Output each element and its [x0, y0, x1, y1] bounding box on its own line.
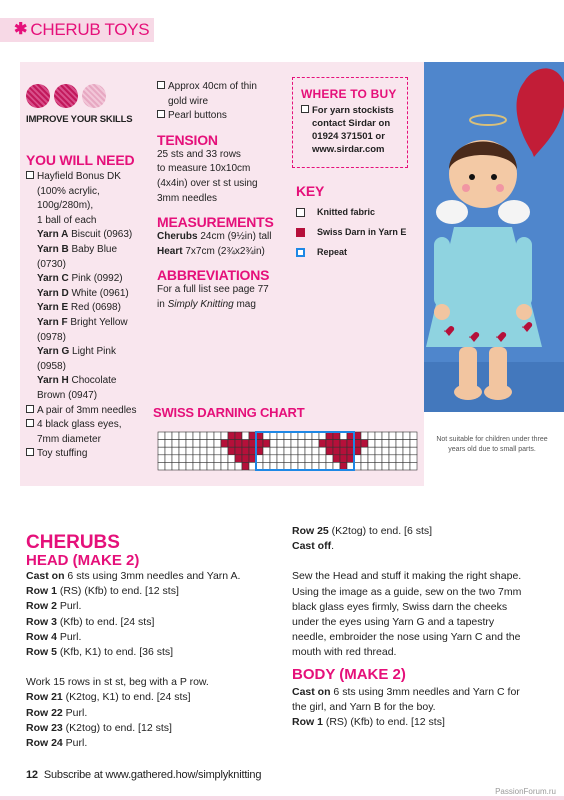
chart-cell: [305, 447, 312, 455]
chart-cell: [347, 462, 354, 470]
cherub-doll-photo: [424, 62, 564, 486]
chart-cell-darn: [228, 432, 235, 440]
chart-cell: [193, 447, 200, 455]
chart-heading: SWISS DARNING CHART: [153, 405, 305, 420]
chart-cell: [284, 447, 291, 455]
chart-cell-darn: [242, 462, 249, 470]
chart-cell: [207, 432, 214, 440]
chart-cell: [179, 462, 186, 470]
pattern-row: Row 22 Purl.: [26, 706, 88, 719]
chart-cell-darn: [340, 455, 347, 463]
chart-cell-darn: [340, 462, 347, 470]
watermark: PassionForum.ru: [495, 787, 556, 796]
chart-cell: [403, 432, 410, 440]
chart-cell: [319, 455, 326, 463]
pattern-row: Row 3 (Kfb) to end. [24 sts]: [26, 615, 155, 628]
chart-cell-darn: [319, 440, 326, 448]
chart-cell: [396, 440, 403, 448]
chart-cell: [410, 440, 417, 448]
chart-cell-darn: [354, 447, 361, 455]
chart-cell: [326, 455, 333, 463]
chart-cell: [186, 462, 193, 470]
chart-cell: [270, 455, 277, 463]
chart-cell-darn: [333, 455, 340, 463]
swiss-darning-chart: [157, 431, 419, 471]
chart-cell: [284, 462, 291, 470]
head-instructions: [26, 569, 276, 751]
checkbox-icon: [26, 405, 34, 413]
pattern-row: Row 23 (K2tog) to end. [12 sts]: [26, 721, 172, 734]
chart-cell: [179, 455, 186, 463]
chart-cell-darn: [326, 440, 333, 448]
chart-cell: [165, 447, 172, 455]
chart-cell: [375, 455, 382, 463]
chart-cell: [410, 447, 417, 455]
chart-cell: [396, 432, 403, 440]
chart-cell: [333, 462, 340, 470]
chart-cell: [256, 462, 263, 470]
chart-cell: [214, 447, 221, 455]
chart-cell: [165, 455, 172, 463]
key-heading: KEY: [296, 183, 325, 199]
pattern-row: Work 15 rows in st st, beg with a P row.: [26, 676, 209, 689]
chart-cell: [263, 462, 270, 470]
chart-cell: [207, 455, 214, 463]
chart-cell: [291, 447, 298, 455]
chart-cell: [389, 462, 396, 470]
chart-cell: [165, 432, 172, 440]
chart-cell: [403, 462, 410, 470]
chart-cell: [291, 455, 298, 463]
pattern-row: [292, 554, 542, 569]
section-title: CHERUB TOYS: [30, 20, 150, 39]
section-header-tab: [0, 18, 154, 42]
skill-label: IMPROVE YOUR SKILLS: [26, 114, 133, 125]
chart-cell: [368, 440, 375, 448]
chart-cell: [361, 447, 368, 455]
chart-cell: [277, 447, 284, 455]
chart-cell: [298, 447, 305, 455]
chart-cell: [193, 440, 200, 448]
chart-cell: [319, 432, 326, 440]
skill-level: [26, 84, 132, 125]
checkbox-icon: [157, 81, 165, 89]
chart-cell-darn: [347, 440, 354, 448]
pattern-row: the girl, and Yarn B for the boy.: [292, 700, 436, 713]
pattern-row: Row 1 (RS) (Kfb) to end. [12 sts]: [292, 716, 445, 729]
chart-cell: [410, 455, 417, 463]
sirdar-link[interactable]: www.sirdar.com: [312, 144, 385, 155]
chart-cell: [312, 447, 319, 455]
chart-cell: [270, 462, 277, 470]
yarn-item: Yarn C Pink (0992): [37, 273, 123, 285]
pattern-row: Row 21 (K2tog, K1) to end. [24 sts]: [26, 691, 191, 704]
chart-cell: [375, 447, 382, 455]
chart-cell-darn: [326, 432, 333, 440]
abbreviations-heading: ABBREVIATIONS: [157, 267, 270, 284]
pattern-row: Cast off.: [292, 540, 335, 553]
chart-cell: [305, 440, 312, 448]
tension-heading: TENSION: [157, 131, 218, 148]
chart-cell-darn: [333, 447, 340, 455]
where-to-buy-heading: WHERE TO BUY: [301, 87, 397, 101]
subscribe-text: Subscribe at www.gathered.how/simplyknitting: [43, 769, 262, 781]
chart-cell: [158, 455, 165, 463]
page-footer: [26, 769, 261, 781]
chart-cell: [270, 440, 277, 448]
chart-cell: [242, 432, 249, 440]
chart-cell-darn: [256, 432, 263, 440]
pattern-row: Row 24 Purl.: [26, 737, 88, 750]
chart-cell-darn: [347, 455, 354, 463]
chart-cell: [193, 462, 200, 470]
chart-cell: [186, 440, 193, 448]
chart-cell: [172, 455, 179, 463]
chart-cell: [165, 440, 172, 448]
chart-cell: [277, 455, 284, 463]
chart-cell: [312, 455, 319, 463]
chart-cell: [354, 455, 361, 463]
chart-cell-darn: [263, 440, 270, 448]
yarn-item: (0958): [37, 360, 66, 372]
chart-cell: [179, 447, 186, 455]
chart-cell: [305, 455, 312, 463]
chart-cell: [312, 462, 319, 470]
chart-cell-darn: [221, 440, 228, 448]
checkbox-icon: [301, 105, 309, 113]
chart-cell: [270, 447, 277, 455]
chart-cell: [403, 440, 410, 448]
chart-cell: [396, 447, 403, 455]
chart-cell: [207, 447, 214, 455]
chart-cell: [228, 455, 235, 463]
chart-cell: [368, 447, 375, 455]
checkbox-icon: [26, 448, 34, 456]
chart-cell-darn: [354, 440, 361, 448]
chart-cell: [249, 462, 256, 470]
chart-cell: [361, 462, 368, 470]
chart-cell: [312, 440, 319, 448]
chart-cell: [200, 447, 207, 455]
chart-cell-darn: [326, 447, 333, 455]
measurements-heading: MEASUREMENTS: [157, 214, 274, 231]
chart-cell: [284, 432, 291, 440]
chart-cell: [186, 432, 193, 440]
chart-cell: [200, 440, 207, 448]
chart-cell: [403, 455, 410, 463]
chart-cell: [354, 462, 361, 470]
chart-cell: [284, 455, 291, 463]
pattern-row: [26, 660, 276, 675]
pattern-row: Row 25 (K2tog) to end. [6 sts]: [292, 525, 433, 537]
chart-cell: [214, 440, 221, 448]
chart-cell-darn: [249, 440, 256, 448]
chart-cell: [221, 455, 228, 463]
chart-cell: [389, 432, 396, 440]
chart-cell: [179, 440, 186, 448]
chart-cell: [158, 440, 165, 448]
chart-cell: [389, 440, 396, 448]
chart-cell-darn: [228, 447, 235, 455]
chart-cell: [361, 455, 368, 463]
chart-cell: [305, 462, 312, 470]
head-heading: HEAD (MAKE 2): [26, 552, 140, 569]
chart-cell: [403, 447, 410, 455]
pattern-row: Sew the Head and stuff it making the right shape.: [292, 570, 522, 583]
chart-cell: [410, 432, 417, 440]
chart-cell: [200, 462, 207, 470]
asterisk-icon: ✱: [14, 21, 28, 38]
chart-cell-darn: [242, 440, 249, 448]
pattern-row: Cast on 6 sts using 3mm needles and Yarn A.: [26, 570, 241, 582]
chart-cell: [263, 455, 270, 463]
chart-cell: [158, 432, 165, 440]
pattern-row: under the eyes using Yarn G and a tapestry: [292, 616, 495, 629]
chart-cell: [410, 462, 417, 470]
chart-cell: [214, 462, 221, 470]
chart-cell: [298, 455, 305, 463]
chart-cell: [396, 455, 403, 463]
chart-cell: [207, 462, 214, 470]
chart-cell: [291, 462, 298, 470]
chart-cell: [319, 447, 326, 455]
chart-cell: [172, 440, 179, 448]
page-number: 12: [26, 769, 38, 781]
chart-cell: [389, 447, 396, 455]
chart-cell: [235, 462, 242, 470]
chart-cell: [382, 462, 389, 470]
chart-cell-darn: [347, 447, 354, 455]
chart-cell: [228, 462, 235, 470]
chart-cell: [389, 455, 396, 463]
pattern-row: Using the image as a guide, sew on the two 7mm: [292, 585, 522, 598]
chart-cell-darn: [340, 447, 347, 455]
chart-cell: [158, 462, 165, 470]
footer-bar: [0, 796, 564, 800]
chart-cell-darn: [361, 440, 368, 448]
chart-cell-darn: [228, 440, 235, 448]
chart-cell-darn: [235, 455, 242, 463]
chart-cell: [214, 432, 221, 440]
pattern-row: needle, embroider the nose using Yarn C and the: [292, 631, 521, 644]
chart-cell: [214, 455, 221, 463]
pattern-row: Row 4 Purl.: [26, 630, 82, 643]
chart-cell: [256, 455, 263, 463]
chart-cell-darn: [333, 440, 340, 448]
pattern-row: mouth with red thread.: [292, 646, 397, 659]
chart-cell: [368, 432, 375, 440]
where-to-buy-box: WHERE TO BUY For yarn stockists contact Sirdar on 01924 371501 or www.sirdar.com: [292, 77, 408, 168]
chart-cell: [221, 462, 228, 470]
chart-cell: [172, 432, 179, 440]
chart-cell: [221, 447, 228, 455]
chart-cell-darn: [256, 447, 263, 455]
pattern-row: black glass eyes firmly, Swiss darn the cheeks: [292, 600, 508, 613]
chart-cell-darn: [242, 447, 249, 455]
chart-cell: [193, 432, 200, 440]
yarn-item: (0730): [37, 258, 66, 270]
chart-cell: [340, 432, 347, 440]
checkbox-icon: [26, 419, 34, 427]
chart-cell-darn: [242, 455, 249, 463]
chart-cell: [172, 462, 179, 470]
body-heading: BODY (MAKE 2): [292, 665, 406, 683]
chart-cell-darn: [235, 447, 242, 455]
yarn-ball-icon: [54, 84, 78, 108]
chart-cell: [319, 462, 326, 470]
chart-cell: [277, 432, 284, 440]
yarn-item: Yarn F Bright Yellow: [37, 316, 128, 328]
chart-cell: [200, 432, 207, 440]
chart-cell: [298, 462, 305, 470]
materials-list: YOU WILL NEED Hayfield Bonus DK (100% acrylic, 100g/280m), 1 ball of each Yarn A Biscuit (0963) Yarn B Baby Blue (0730) Yarn C Pink (0992) Yarn D White (0961) Yarn E Red (0698) Yarn F Bright Yellow (0978) Yarn G Light Pink (0958) Yarn H Chocolate Brown (0947) A pair of 3mm needles 4 black glass eyes, 7mm diameter Toy stuffing: [26, 152, 150, 462]
chart-cell-darn: [347, 432, 354, 440]
chart-cell: [263, 447, 270, 455]
chart-cell: [291, 432, 298, 440]
yarn-item: Brown (0947): [37, 389, 98, 401]
yarn-item: Yarn A Biscuit (0963): [37, 229, 133, 241]
chart-cell: [221, 432, 228, 440]
chart-cell: [186, 455, 193, 463]
chart-cell: [382, 455, 389, 463]
cherubs-heading: CHERUBS: [26, 532, 120, 553]
chart-cell: [396, 462, 403, 470]
chart-cell-darn: [256, 440, 263, 448]
chart-cell: [291, 440, 298, 448]
chart-cell: [193, 455, 200, 463]
chart-cell-darn: [235, 440, 242, 448]
chart-cell: [382, 440, 389, 448]
yarn-item: Yarn B Baby Blue: [37, 243, 118, 255]
chart-cell: [326, 462, 333, 470]
chart-cell: [277, 440, 284, 448]
pattern-right-column: [292, 524, 542, 730]
yarn-item: Yarn E Red (0698): [37, 302, 121, 314]
pattern-row: Row 2 Purl.: [26, 600, 82, 613]
chart-cell: [312, 432, 319, 440]
chart-cell: [375, 462, 382, 470]
chart-key: KEY Knitted fabric Swiss Darn in Yarn E Repeat: [296, 183, 407, 257]
repeat-swatch: [296, 248, 305, 257]
chart-cell: [172, 447, 179, 455]
chart-cell: [179, 432, 186, 440]
yarn-item: Yarn D White (0961): [37, 287, 129, 299]
chart-cell: [361, 432, 368, 440]
chart-cell-darn: [235, 432, 242, 440]
yarn-ball-icon: [82, 84, 106, 108]
chart-cell: [305, 432, 312, 440]
you-will-need-heading: YOU WILL NEED: [26, 152, 135, 168]
chart-cell: [298, 432, 305, 440]
chart-cell: [375, 432, 382, 440]
chart-cell: [270, 432, 277, 440]
details-column: Approx 40cm of thin gold wire Pearl buttons TENSION 25 sts and 33 rows to measure 10x10cm (4x4in) over st st using 3mm needles MEASUREMENTS Cherubs 24cm (9½in) tall Heart 7x7cm (2¾x2¾in) ABBREVIATIONS For a full list see page 77 in Simply Knitting mag: [157, 80, 287, 313]
chart-cell-darn: [249, 455, 256, 463]
chart-cell-darn: [249, 432, 256, 440]
checkbox-icon: [26, 171, 34, 179]
chart-cell: [368, 455, 375, 463]
chart-cell: [158, 447, 165, 455]
pattern-row: Row 1 (RS) (Kfb) to end. [12 sts]: [26, 585, 179, 598]
checkbox-icon: [157, 110, 165, 118]
chart-cell: [277, 462, 284, 470]
chart-cell-darn: [340, 440, 347, 448]
chart-cell: [165, 462, 172, 470]
chart-cell: [284, 440, 291, 448]
chart-cell: [375, 440, 382, 448]
chart-cell: [298, 440, 305, 448]
chart-cell: [382, 447, 389, 455]
yarn-item: Yarn H Chocolate: [37, 375, 117, 387]
chart-cell-darn: [354, 432, 361, 440]
yarn-item: Yarn G Light Pink: [37, 346, 116, 358]
pattern-row: Cast on 6 sts using 3mm needles and Yarn C for: [292, 685, 520, 698]
yarn-ball-icon: [26, 84, 50, 108]
chart-cell: [186, 447, 193, 455]
swiss-darn-swatch: [296, 228, 305, 237]
chart-cell: [263, 432, 270, 440]
chart-cell: [200, 455, 207, 463]
chart-cell: [382, 432, 389, 440]
chart-cell-darn: [249, 447, 256, 455]
yarn-item: (0978): [37, 331, 66, 343]
chart-cell-darn: [333, 432, 340, 440]
chart-cell: [368, 462, 375, 470]
knitted-fabric-swatch: [296, 208, 305, 217]
chart-cell: [207, 440, 214, 448]
safety-caption: Not suitable for children under three years old due to small parts.: [436, 436, 548, 453]
pattern-row: Row 5 (Kfb, K1) to end. [36 sts]: [26, 646, 174, 659]
